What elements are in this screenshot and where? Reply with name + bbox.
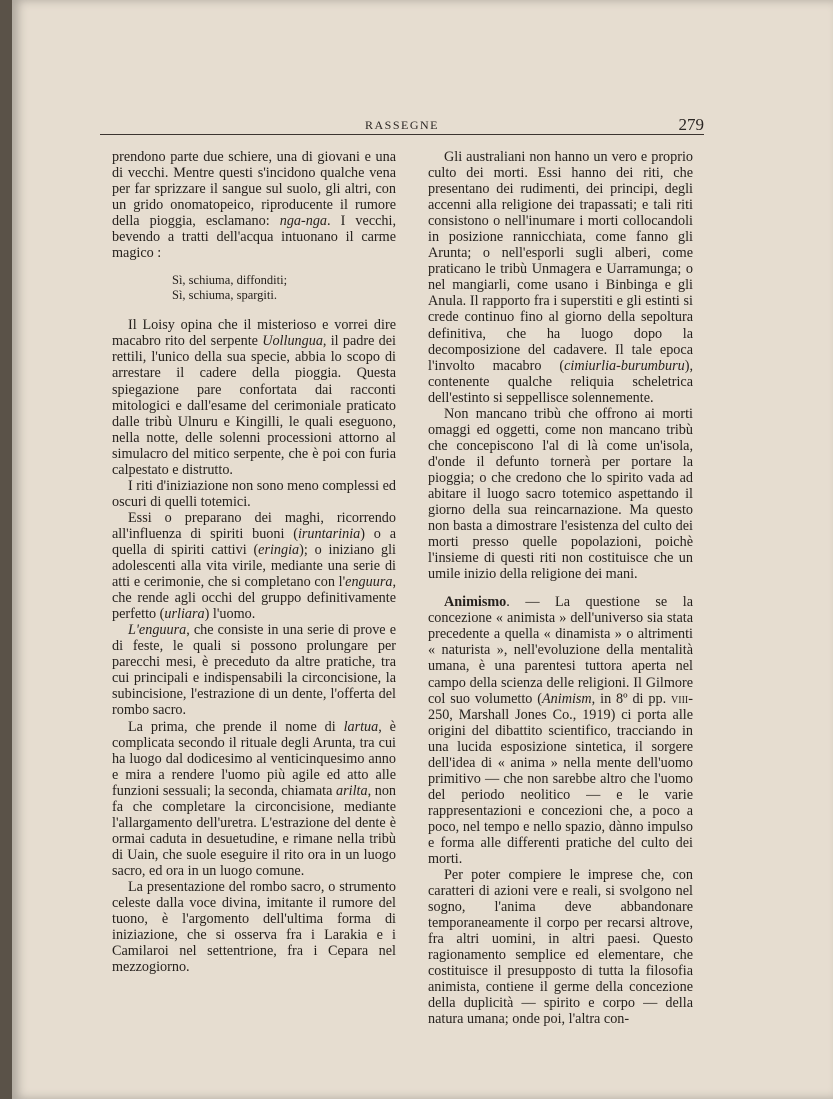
book-page	[12, 0, 833, 1099]
left-column	[112, 149, 396, 975]
section-gap	[428, 582, 693, 594]
paragraph: La prima, che prende il nome di lartua, è complicata secondo il rituale degli Arunta, tra cui ha luogo dal dodicesimo al venticinquesimo anno e mira a rendere l'uomo più agile ed atto alle funzioni sessuali; la seconda, chiamata arilta, non fa che completare la circoncisione, mediante l'allargamento dell'uretra. L'estrazione del dente è ormai caduta in desuetudine, e rimane nella tribù di Uain, che suole eseguire il rito ora in un luogo sacro, ed ora in un luogo comune.	[112, 718, 397, 879]
paragraph: Gli australiani non hanno un vero e proprio culto dei morti. Essi hanno dei riti, che presentano dei rudimenti, dei principi, degli accenni alla religione dei trapassati; e tali riti consistono o nell'inumare i morti collocandoli in posizione rannicchiata, come fanno gli Arunta; o nell'esporli sugli alberi, come praticano le tribù Unmagera e Uarramunga; o nel mangiarli, come usano i Binbinga e gli Anula. Il rapporto fra i superstiti e gli estinti si crede continuo fino al giorno della sepoltura definitiva, che ha luogo dopo la decomposizione del cadavere. Il tale epoca l'involto macabro (cimiurlia-burumburu), contenente qualche reliquia scheletrica dell'estinto si seppellisce solennemente.	[428, 149, 693, 406]
paragraph: Non mancano tribù che offrono ai morti omaggi ed oggetti, come non mancano tribù che concepiscono l'al di là come un'isola, d'onde il defunto tornerà per portare la pioggia; o che credono che lo spirito vada ad abitare il luogo sacro totemico aspettando il giorno della sua reincarnazione. Ma questo non basta a dimostrare l'esistenza del culto dei morti presso quelle popolazioni, poichè l'insieme di questi riti non costituisce che un umile inizio della religione dei mani.	[428, 405, 693, 583]
running-header	[100, 116, 704, 134]
right-column	[428, 149, 693, 1028]
paragraph: Il Loisy opina che il misterioso e vorrei dire macabro rito del serpente Uollungua, il padre dei rettili, l'unico della sua specie, abbia lo scopo di arrestare il cadere della pioggia. Questa spiegazione pare confortata dai racconti mitologici e dall'esame del cerimoniale praticato dalle tribù Ulnuru e Kingilli, le quali eseguono, nella notte, delle solenni processioni attorno al simulacro del mitico serpente, che è poi con furia calpestato e distrutto.	[112, 317, 396, 478]
verse-line: Sì, schiuma, diffonditi;	[172, 273, 288, 288]
paragraph: L'enguura, che consiste in una serie di prove e di feste, le quali si possono prolungare per parecchi mesi, è preceduto da altre pratiche, tra cui principali e indispensabili la circoncisione, la subincisione, l'estrazione di un dente, l'offerta del rombo sacro.	[112, 622, 396, 719]
paragraph: prendono parte due schiere, una di giovani e una di vecchi. Mentre questi s'incidono qualche vena per far sprizzare il sangue sul suolo, gli altri, con un grido onomatopeico, riproducente il rumore della pioggia, esclamano: nga-nga. I vecchi, bevendo a tratti dell'acqua intuonano il carme magico :	[112, 149, 396, 262]
paragraph: Essi o preparano dei maghi, ricorrendo all'influenza di spiriti buoni (iruntarinia) o a quella di spiriti cattivi (eringia); o iniziano gli adolescenti alla vita virile, mediante una serie di atti e cerimonie, che si completano con l'enguura, che rende agli occhi del gruppo definitivamente perfetto (urliara) l'uomo.	[112, 509, 396, 623]
running-title: RASSEGNE	[364, 118, 439, 132]
page-number: 279	[678, 115, 704, 134]
section-paragraph: Animismo. — La questione se la concezione « animista » dell'universo sia stata precedente a quella « dinamista » o altrimenti « naturista », nell'evoluzione della mentalità umana, è una parentesi tuttora aperta nel campo della scienza delle religioni. Il Gilmore col suo volumetto (Animism, in 8º di pp. viii-250, Marshall Jones Co., 1919) ci porta alle origini del dibattito scientifico, tracciando in una lucida esposizione sintetica, il sorgere dell'idea di « anima » nella mente dell'uomo primitivo — che non sarebbe altro che l'uomo del periodo neolitico — e le varie rappresentazioni e concezioni che, a poco a poco, nel tempo e nello spazio, dànno impulso e forma alle differenti pratiche del culto dei morti.	[428, 594, 693, 868]
header-rule	[100, 134, 704, 135]
paragraph: I riti d'iniziazione non sono meno complessi ed oscuri di quelli totemici.	[112, 477, 396, 510]
paragraph: La presentazione del rombo sacro, o strumento celeste dalla voce divina, imitante il rumore del tuono, è l'argomento dell'ultima forma di iniziazione, che si osserva fra i Larakia e i Camilaroi nel settentrione, fra i Cepara nel mezzogiorno.	[112, 878, 396, 976]
section-heading: Animismo	[444, 594, 507, 611]
paragraph: Per poter compiere le imprese che, con caratteri di azioni vere e reali, si svolgono nel sogno, l'anima deve abbandonare temporaneamente il corpo per recarsi altrove, fra altri uomini, in altri paesi. Questo ragionamento semplice ed elementare, che costituisce il presupposto di tutta la filosofia animista, contiene il germe della concezione della duplicità — spirito e corpo — della natura umana; onde poi, l'altra con-	[428, 867, 693, 1028]
verse-line: Sì, schiuma, spargiti.	[172, 288, 277, 303]
verse-quote	[172, 273, 396, 303]
